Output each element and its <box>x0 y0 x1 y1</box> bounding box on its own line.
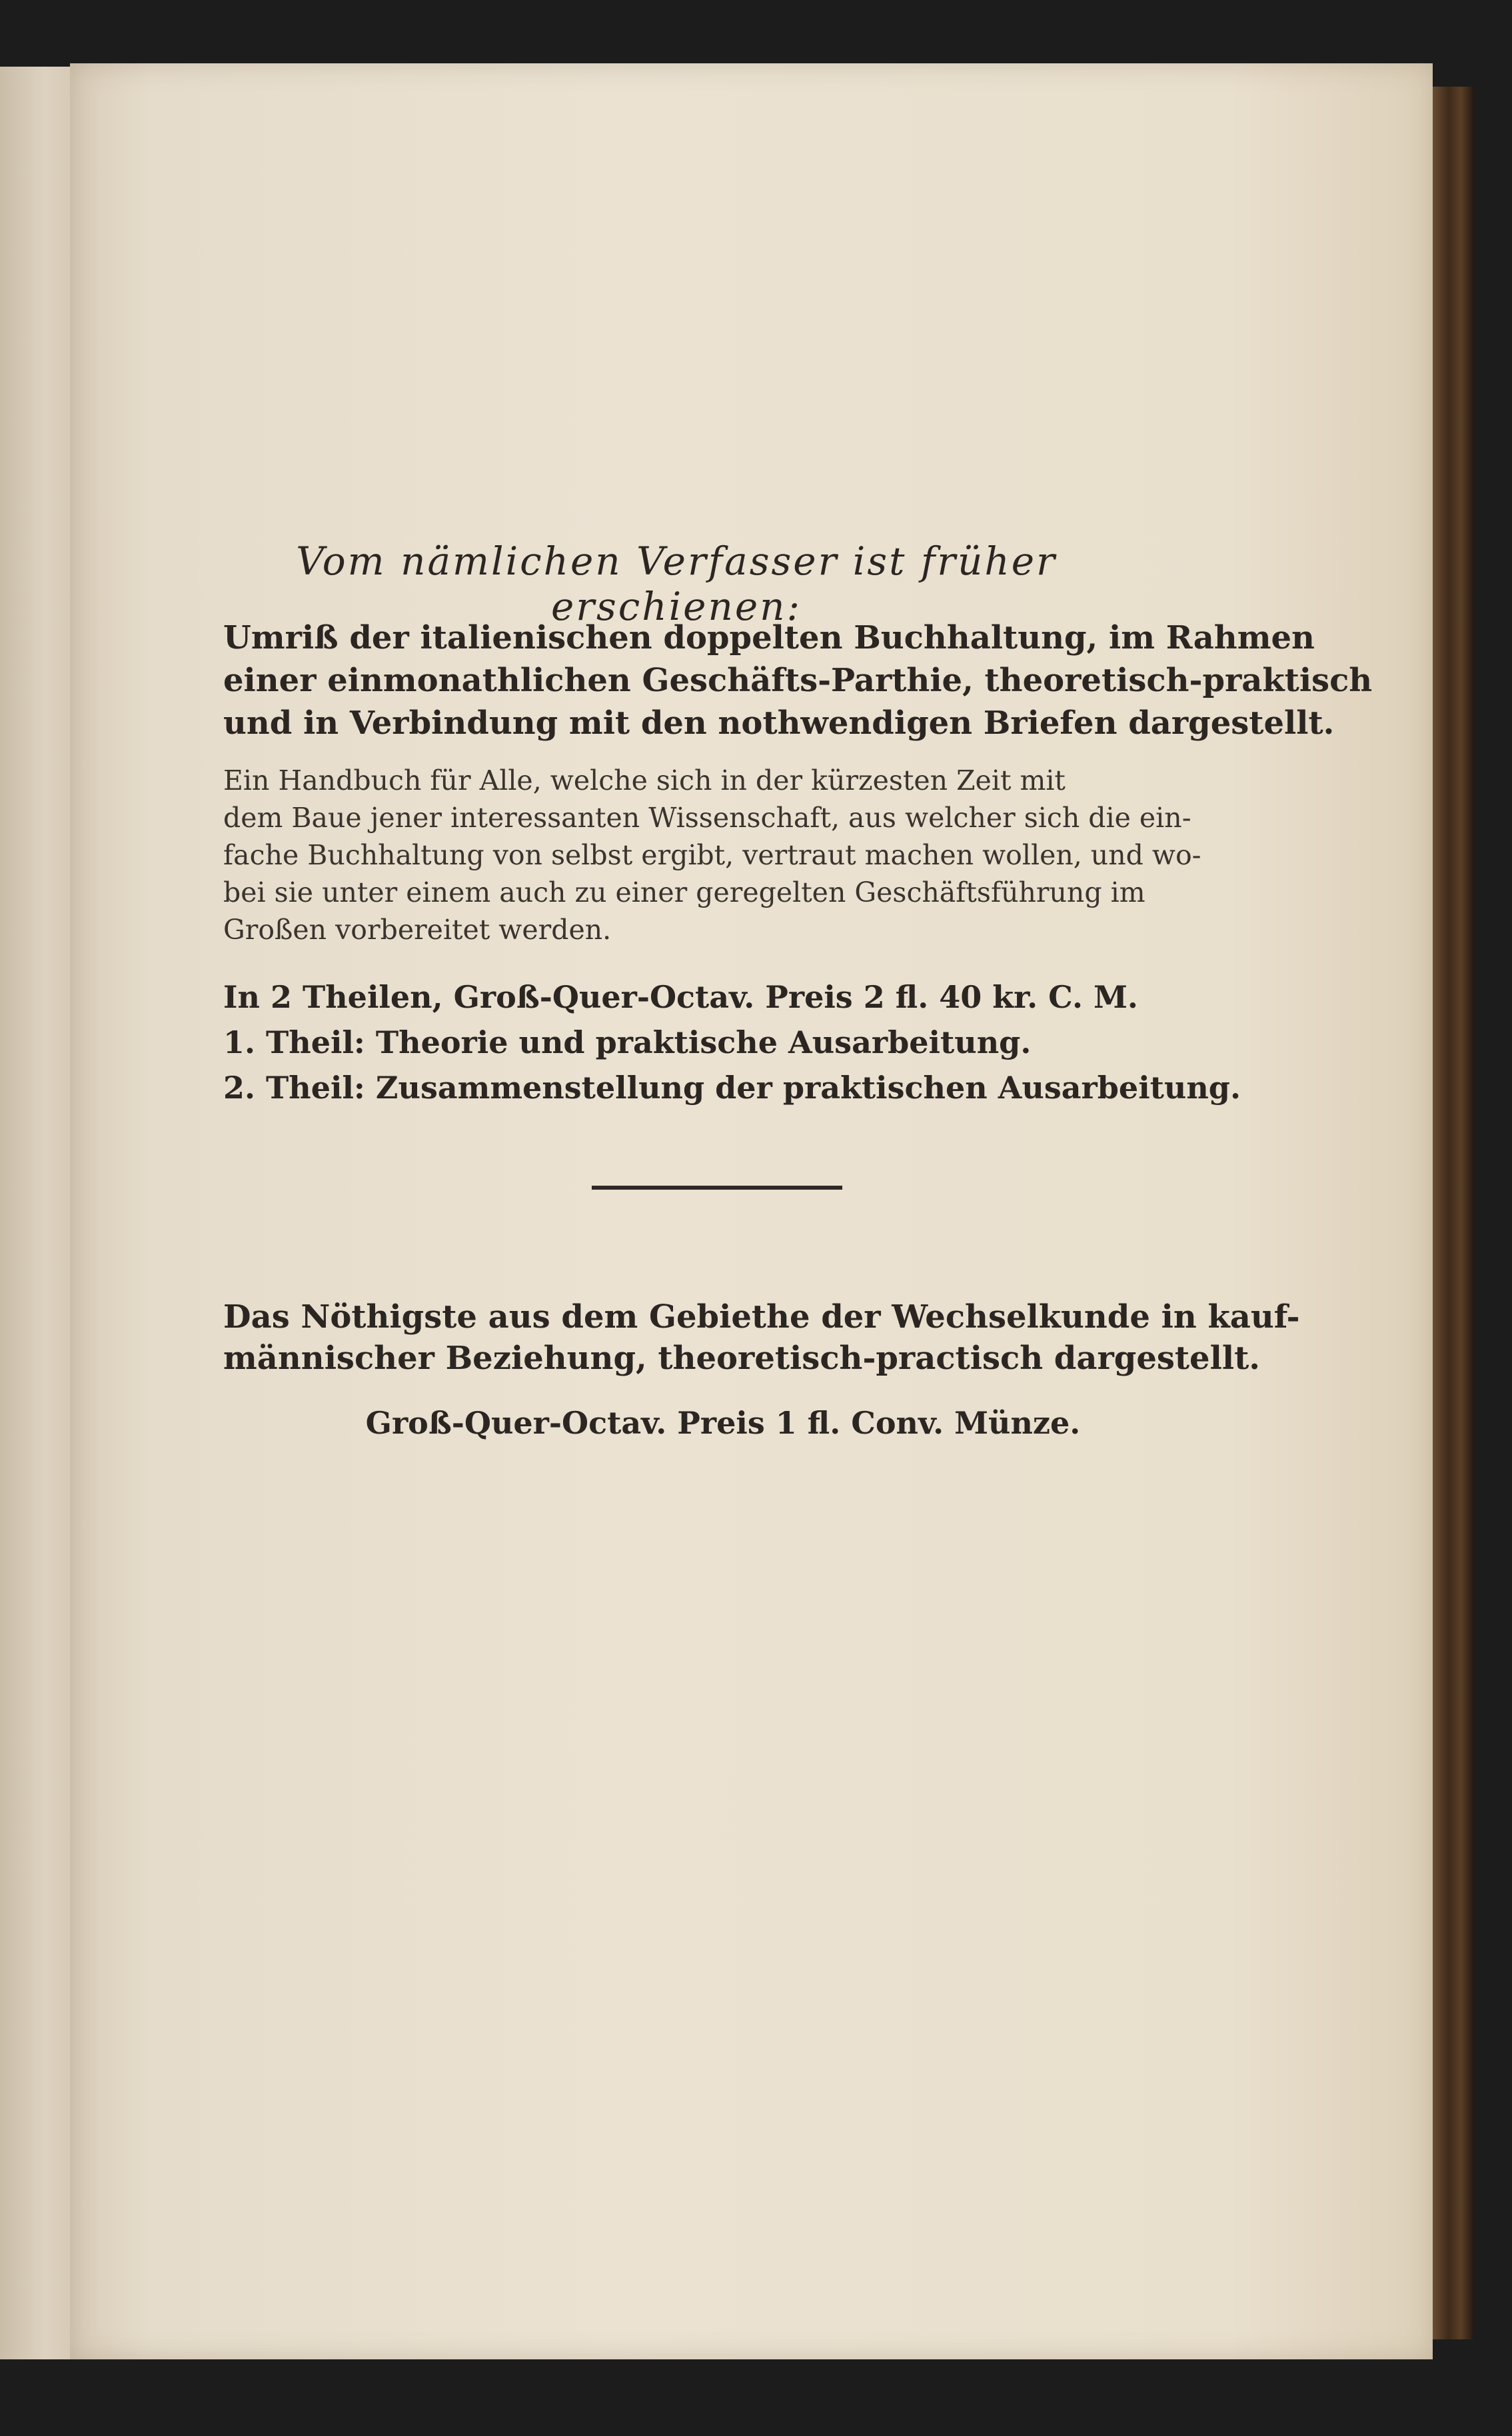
book-cover-edge <box>1433 87 1473 2339</box>
page-heading: Vom nämlichen Verfasser ist früher erschienen: <box>296 539 1057 629</box>
book2-title-line: Das Nöthigste aus dem Gebiethe der Wechselkunde in kauf- <box>223 1298 1300 1336</box>
book1-description-line: dem Baue jener interessanten Wissenschaft, aus welcher sich die ein- <box>223 802 1191 834</box>
book2-edition: Groß-Quer-Octav. Preis 1 fl. Conv. Münze. <box>365 1405 1081 1441</box>
book1-description-line: bei sie unter einem auch zu einer geregelten Geschäftsführung im <box>223 876 1145 908</box>
section-divider <box>592 1186 842 1190</box>
book2-title-line: männischer Beziehung, theoretisch-practisch dargestellt. <box>223 1340 1260 1377</box>
book1-description-line: fache Buchhaltung von selbst ergibt, vertraut machen wollen, und wo- <box>223 839 1201 871</box>
book1-description-line: Ein Handbuch für Alle, welche sich in der kürzesten Zeit mit <box>223 764 1066 796</box>
book1-part2: 2. Theil: Zusammenstellung der praktischen Ausarbeitung. <box>223 1070 1241 1106</box>
book1-part1: 1. Theil: Theorie und praktische Ausarbeitung. <box>223 1024 1032 1060</box>
book1-edition-info <box>223 974 1241 1110</box>
book1-title-line: einer einmonathlichen Geschäfts-Parthie, theoretisch-praktisch <box>223 662 1373 699</box>
book-page <box>70 63 1433 2359</box>
previous-page-edge <box>0 67 73 2359</box>
book1-description <box>223 762 1203 948</box>
book2-title <box>223 1296 1300 1379</box>
book1-title-line: und in Verbindung mit den nothwendigen Briefen dargestellt. <box>223 704 1335 742</box>
book1-edition: In 2 Theilen, Groß-Quer-Octav. Preis 2 fl. 40 kr. C. M. <box>223 979 1138 1015</box>
book1-title-line: Umriß der italienischen doppelten Buchhaltung, im Rahmen <box>223 619 1315 656</box>
book1-title <box>223 616 1373 744</box>
book1-description-line: Großen vorbereitet werden. <box>223 914 612 946</box>
